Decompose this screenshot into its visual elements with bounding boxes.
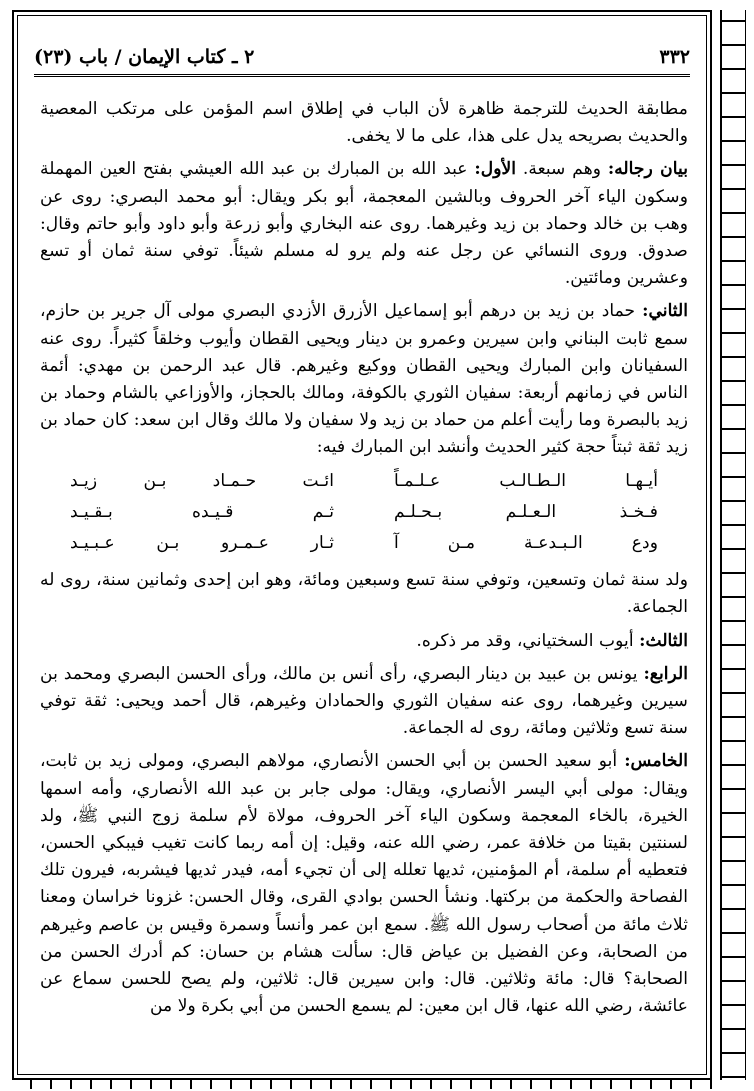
- narrator-fourth-text: يونس بن عبيد بن دينار البصري، رأى أنس بن مالك، ورأى الحسن البصري ومحمد بن سيرين وغيرهما، روى عنه سفيان الثوري والحمادان وغيرهم، قال أحمد ويحيى: ثقة توفي سنة تسع وثلاثين ومائة، روى له الجماعة.: [40, 663, 688, 739]
- paragraph-intro: مطابقة الحديث للترجمة ظاهرة لأن الباب في إطلاق اسم المؤمن على مرتكب المعصية والحديث بصريحه يدل على هذا، على ما لا يخفى.: [40, 99, 688, 147]
- narrator-heading-fifth: الخامس:: [624, 751, 688, 772]
- ornamental-border-side: [720, 10, 746, 1080]
- paragraph-narrators: [40, 156, 688, 292]
- narrator-first-text: عبد الله بن المبارك بن عبد الله العيشي بفتح العين المهملة وسكون الياء آخر الحروف وبالشين المعجمة، أبو بكر ويقال: أبو محمد البصري: روى عن وهب بن خالد وحماد بن زيد وغيرهما. روى عنه البخاري وأبو زرعة وأبو داود وأبو حاتم وقال: صدوق. وروى النسائي عن رجل عنه ولم يرو له مسلم شيئاً. توفي سنة ثمان أو تسع وعشرين ومائتين.: [40, 159, 688, 289]
- poem-verse: ثـم قـيـده بـقـيـد: [70, 501, 334, 522]
- poem-verse: أيـهـا الـطـالـب عـلـمـاً: [394, 470, 658, 491]
- narrator-third-text: أيوب السختياني، وقد مر ذكره.: [416, 630, 640, 651]
- text-span: وهم سبعة.: [516, 159, 608, 180]
- section-heading: بيان رجاله:: [607, 159, 688, 180]
- poem-verse: ثـار عـمـرو بـن عـبـيـد: [70, 533, 334, 554]
- narrator-heading-third: الثالث:: [639, 630, 688, 651]
- poem-verse: ودع الـبـدعـة مـن آ: [394, 533, 658, 554]
- page-header: [34, 40, 690, 77]
- poem-verse: ائـت حـمـاد بـن زيـد: [70, 470, 334, 491]
- body-text: [40, 96, 688, 1058]
- page-number: ٣٣٢: [659, 46, 690, 68]
- paragraph-birth: ولد سنة ثمان وتسعين، وتوفي سنة تسع وسبعين ومائة، وهو ابن إحدى وثمانين سنة، روى له الجماعة.: [40, 570, 688, 618]
- narrator-heading-first: الأول:: [474, 159, 517, 180]
- poem: [70, 468, 658, 558]
- poem-verse: فـخـذ الـعـلـم بـحـلـم: [394, 501, 658, 522]
- ornamental-border-bottom: [12, 1079, 712, 1089]
- paragraph-third: [40, 628, 688, 655]
- paragraph-fourth: [40, 661, 688, 743]
- narrator-heading-fourth: الرابع:: [643, 663, 688, 684]
- paragraph-second: [40, 298, 688, 461]
- narrator-heading-second: الثاني:: [642, 301, 688, 322]
- paragraph-fifth: [40, 748, 688, 1020]
- running-title: ٢ ـ كتاب الإيمان / باب (٢٣): [34, 46, 255, 68]
- narrator-second-text: حماد بن زيد بن درهم أبو إسماعيل الأزرق الأزدي البصري مولى آل جرير بن حازم، سمع ثابت البناني وابن سيرين وعمرو بن دينار ويحيى القطان وأيوب وخلقاً كثيراً. روى عنه السفيانان وابن المبارك ويحيى القطان ووكيع وغيرهم. قال عبد الرحمن بن مهدي: أئمة الناس في زمانهم أربعة: سفيان الثوري بالكوفة، ومالك بالحجاز، والأوزاعي بالشام وحماد بن زيد بالبصرة وما رأيت أعلم من حماد بن زيد ولا سفيان ولا مالك وقال ابن سعد: كان حماد بن زيد ثقة ثبتاً حجة كثير الحديث وأنشد ابن المبارك فيه:: [40, 301, 688, 458]
- page-frame: [12, 10, 712, 1080]
- narrator-fifth-text: أبو سعيد الحسن بن أبي الحسن الأنصاري، مولاهم البصري، ومولى زيد بن ثابت، ويقال: مولى أبي اليسر الأنصاري، ويقال: مولى جابر بن عبد الله الأنصاري، وأمه اسمها الخيرة، بالخاء المعجمة وسكون الياء آخر الحروف، مولاة لأم سلمة زوج النبي ﷺ، ولد لسنتين بقيتا من خلافة عمر، رضي الله عنه، وقيل: إن أمه ربما كانت تغيب فيبكي الحسن، فتعطيه أم سلمة، أم المؤمنين، ثديها تعلله إلى أن تجيء أمه، فيدر ثديها فيشربه، فيرون تلك الفصاحة والحكمة من بركتها. ونشأ الحسن بوادي القرى، وقال الحسن: غزونا خراسان ومعنا ثلاث مائة من أصحاب رسول الله ﷺ. سمع ابن عمر وأنساً وسمرة وقيس بن عاصم وغيرهم من الصحابة، وعن الفضيل بن عياض قال: سألت هشام بن حسان: كم أدرك الحسن من الصحابة؟ قال: مائة وثلاثين. قال: وابن سيرين قال: ثلاثين، ولم يصح للحسن سماع عن عائشة، رضي الله عنها، قال ابن معين: لم يسمع الحسن من أبي بكرة ولا من: [40, 751, 688, 1017]
